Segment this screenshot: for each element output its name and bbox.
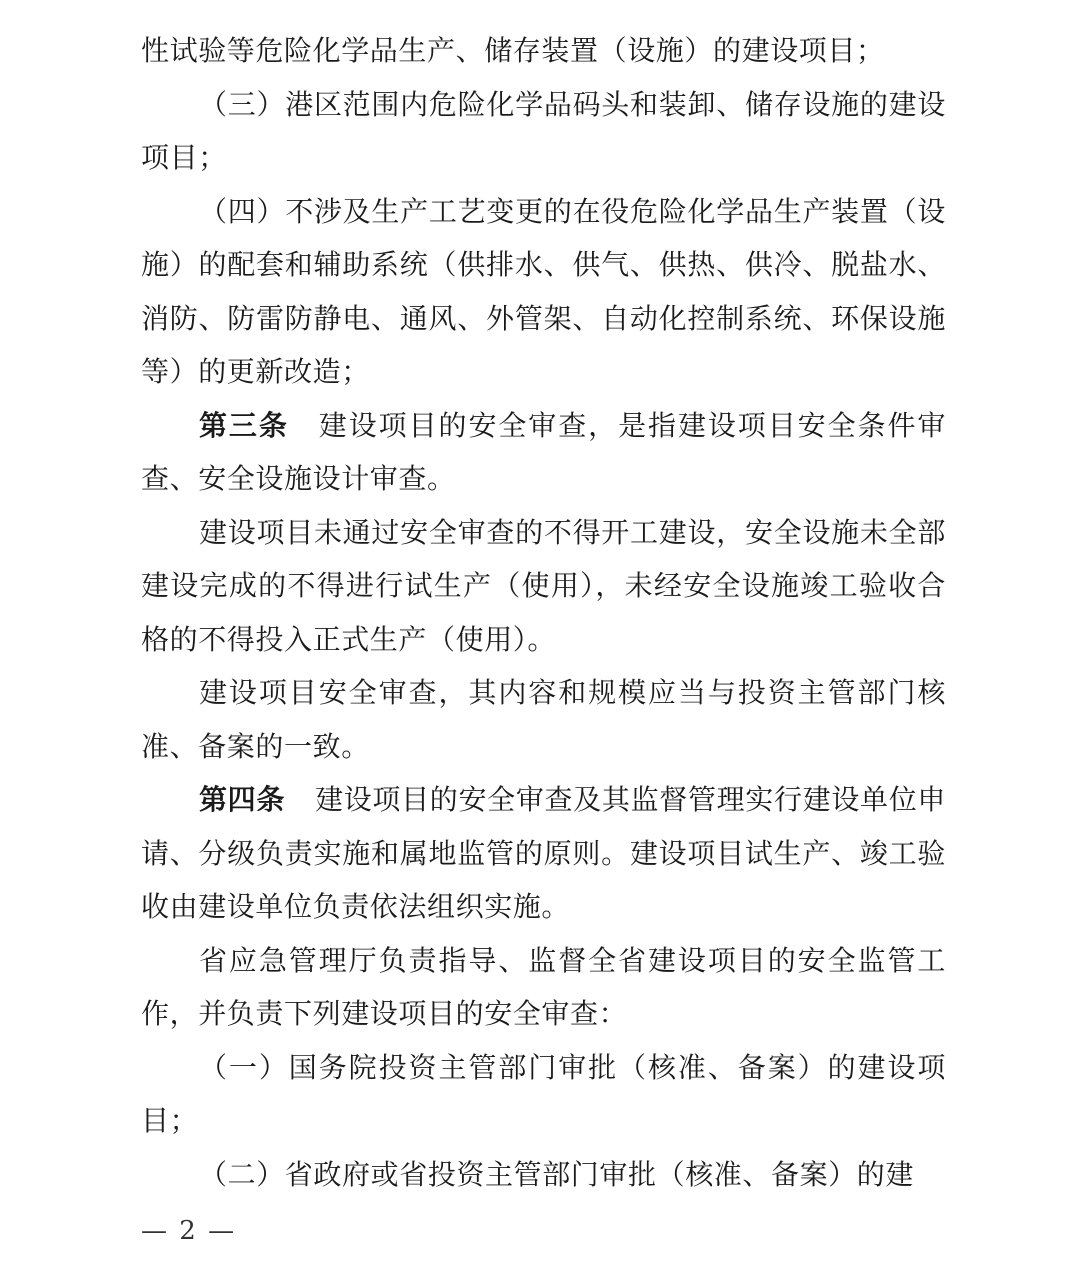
paragraph-9 (141, 1041, 946, 1148)
paragraph-text: 建设项目未通过安全审查的不得开工建设，安全设施未全部建设完成的不得进行试生产（使用），未经安全设施竣工验收合格的不得投入正式生产（使用）。 (141, 515, 946, 656)
paragraph-text: （一）国务院投资主管部门审批（核准、备案）的建设项目； (141, 1050, 946, 1137)
paragraph-2 (141, 78, 946, 185)
paragraph-text: 建设项目安全审查，其内容和规模应当与投资主管部门核准、备案的一致。 (141, 676, 946, 763)
paragraph-5 (141, 506, 946, 667)
paragraph-10 (141, 1148, 946, 1202)
paragraph-text: 建设项目的安全审查，是指建设项目安全条件审查、安全设施设计审查。 (141, 408, 946, 495)
paragraph-1 (141, 24, 946, 78)
paragraph-8 (141, 934, 946, 1041)
document-body (141, 24, 946, 1201)
paragraph-text: （三）港区范围内危险化学品码头和装卸、储存设施的建设项目； (141, 87, 946, 174)
paragraph-text: （二）省政府或省投资主管部门审批（核准、备案）的建 (199, 1157, 915, 1191)
paragraph-text: 性试验等危险化学品生产、储存装置（设施）的建设项目； (141, 34, 885, 67)
paragraph-7 (141, 773, 946, 934)
paragraph-4 (141, 399, 946, 506)
paragraph-text: 省应急管理厅负责指导、监督全省建设项目的安全监管工作，并负责下列建设项目的安全审查： (141, 943, 946, 1030)
paragraph-3 (141, 185, 946, 399)
paragraph-text: （四）不涉及生产工艺变更的在役危险化学品生产装置（设施）的配套和辅助系统（供排水、供气、供热、供冷、脱盐水、消防、防雷防静电、通风、外管架、自动化控制系统、环保设施等）的更新改造； (141, 194, 946, 388)
article-number: 第三条 (199, 408, 289, 442)
paragraph-text: 建设项目的安全审查及其监督管理实行建设单位申请、分级负责实施和属地监管的原则。建设项目试生产、竣工验收由建设单位负责依法组织实施。 (141, 783, 947, 923)
page-number: — 2 — (141, 1216, 237, 1246)
article-number: 第四条 (199, 783, 286, 816)
paragraph-6 (141, 666, 946, 773)
